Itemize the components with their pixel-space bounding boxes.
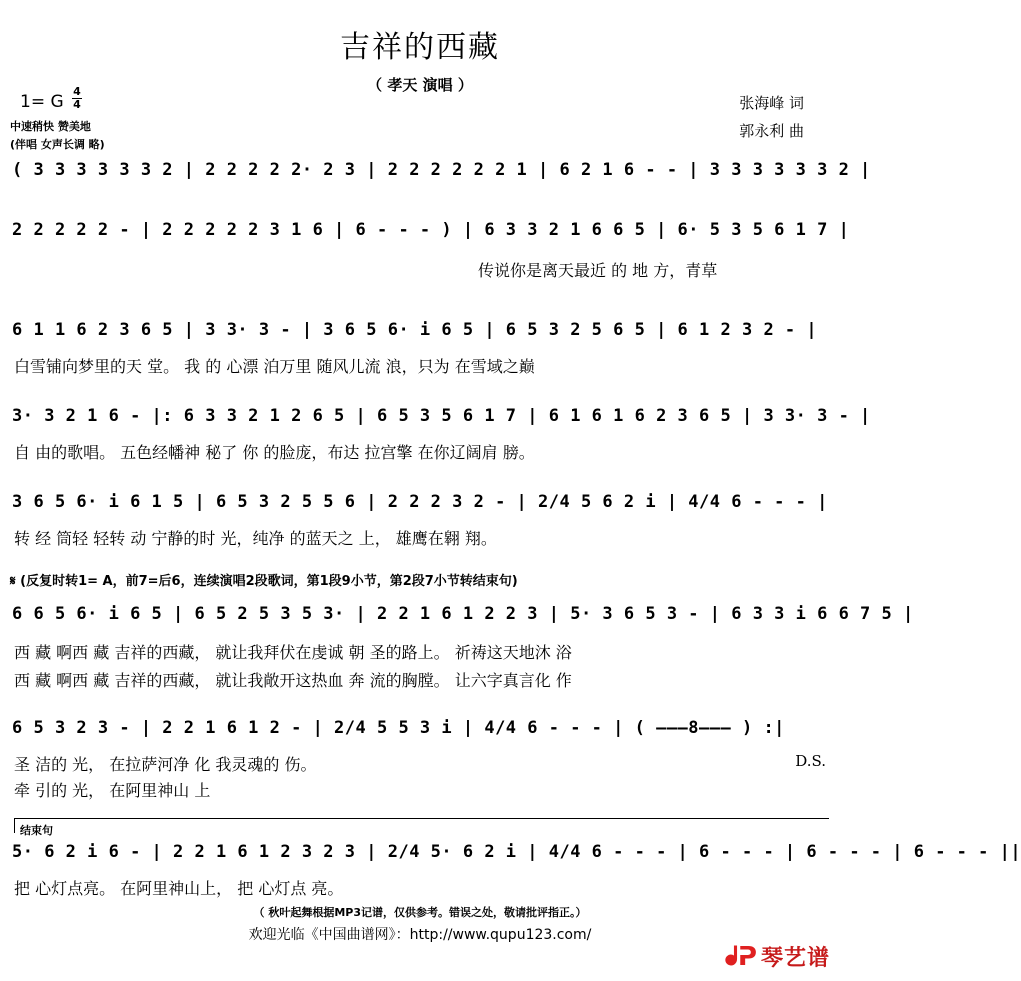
notation-row-7: 6 5 3 2 3 - | 2 2 1 6 1 2 - | 2/4 5 5 3 i | 4/4 6 - - - | ( ———8——— ) :| <box>12 718 785 738</box>
notation-row-5: 3 6 5 6· i 6 1 5 | 6 5 3 2 5 5 6 | 2 2 2 3 2 - | 2/4 5 6 2 i | 4/4 6 - - - | <box>12 492 828 512</box>
lyrics-row-4: 自 由的歌唱。 五色经幡神 秘了 你 的脸庞，布达 拉宫擎 在你辽阔肩 膀。 <box>14 443 535 462</box>
logo-mark-icon: ᖱᕈ <box>724 942 757 972</box>
lyrics-row-3: 白雪铺向梦里的天 堂。 我 的 心漂 泊万里 随风儿流 浪，只为 在雪域之巅 <box>14 357 535 376</box>
time-signature-bottom: 4 <box>73 98 81 111</box>
notation-row-4: 3· 3 2 1 6 - |: 6 3 3 2 1 2 6 5 | 6 5 3 5 6 1 7 | 6 1 6 1 6 2 3 6 5 | 3 3· 3 - | <box>12 406 871 426</box>
lyrics-row-6-verse-1: 西 藏 啊西 藏 吉祥的西藏， 就让我拜伏在虔诚 朝 圣的路上。 祈祷这天地沐 浴 <box>14 643 572 662</box>
lyrics-row-7-verse-2: 牵 引的 光， 在阿里神山 上 <box>14 781 211 800</box>
transcriber-note: （ 秋叶起舞根据MP3记谱，仅供参考。错误之处，敬请批评指正。） <box>253 906 587 919</box>
ending-label: 结束句 <box>20 824 53 837</box>
notation-row-2: 2 2 2 2 2 - | 2 2 2 2 2 3 1 6 | 6 - - - ) | 6 3 3 2 1 6 6 5 | 6· 5 3 5 6 1 7 | <box>12 220 850 240</box>
notation-row-1: ( 3 3 3 3 3 3 2 | 2 2 2 2 2· 2 3 | 2 2 2 2 2 2 1 | 6 2 1 6 - - | 3 3 3 3 3 3 2 | <box>12 160 871 180</box>
song-title: 吉祥的西藏 <box>340 30 500 65</box>
notation-row-6: 6 6 5 6· i 6 5 | 6 5 2 5 3 5 3· | 2 2 1 6 1 2 2 3 | 5· 3 6 5 3 - | 6 3 3 i 6 6 7 5 | <box>12 604 914 624</box>
notation-row-3: 6 1 1 6 2 3 6 5 | 3 3· 3 - | 3 6 5 6· i 6 5 | 6 5 3 2 5 6 5 | 6 1 2 3 2 - | <box>12 320 818 340</box>
lyricist-credit: 张海峰 词 <box>739 94 804 112</box>
time-signature-top: 4 <box>73 85 81 98</box>
lyrics-row-5: 转 经 筒轻 轻转 动 宁静的时 光，纯净 的蓝天之 上， 雄鹰在翱 翔。 <box>14 529 497 548</box>
dal-segno-mark: D.S. <box>795 752 826 770</box>
lyrics-row-2: 传说你是离天最近 的 地 方，青草 <box>478 261 718 280</box>
singer-credit: （ 孝天 演唱 ） <box>367 76 473 94</box>
accompaniment-note: (伴唱 女声长调 略) <box>10 138 105 151</box>
notation-row-8: 5· 6 2 i 6 - | 2 2 1 6 1 2 3 2 3 | 2/4 5· 6 2 i | 4/4 6 - - - | 6 - - - | 6 - - - | 6 - - - || <box>12 842 1021 862</box>
segno-sign: 𝄋 <box>10 574 16 589</box>
repeat-instructions <box>10 570 518 589</box>
repeat-note: (反复时转1= A，前7=后6，连续演唱2段歌词，第1段9小节，第2段7小节转结束句) <box>20 574 518 589</box>
lyrics-row-8: 把 心灯点亮。 在阿里神山上， 把 心灯点 亮。 <box>14 879 344 898</box>
key-signature: 1= G <box>20 92 64 112</box>
tempo-marking: 中速稍快 赞美地 <box>10 120 91 133</box>
time-signature <box>72 86 82 111</box>
site-logo <box>725 941 830 973</box>
website-credit: 欢迎光临《中国曲谱网》：http://www.qupu123.com/ <box>248 927 592 943</box>
lyrics-row-7-verse-1: 圣 洁的 光， 在拉萨河净 化 我灵魂的 伤。 <box>14 755 317 774</box>
composer-credit: 郭永利 曲 <box>739 122 804 140</box>
ending-bracket <box>14 818 829 833</box>
lyrics-row-6-verse-2: 西 藏 啊西 藏 吉祥的西藏， 就让我敞开这热血 奔 流的胸膛。 让六字真言化 作 <box>14 671 572 690</box>
logo-text: 琴艺谱 <box>760 946 830 971</box>
